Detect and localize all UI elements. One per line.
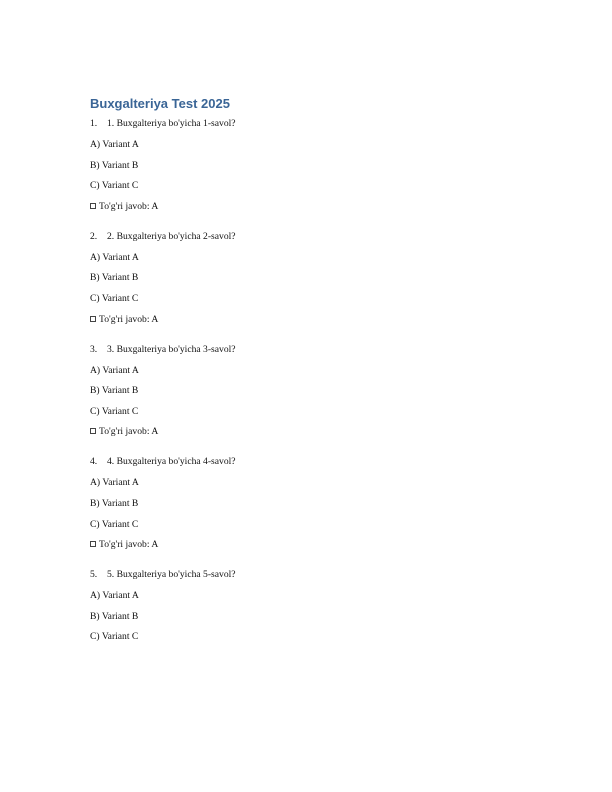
question-text: 2. Buxgalteriya bo'yicha 2-savol? <box>107 230 236 242</box>
question-block <box>90 231 530 326</box>
question-number: 2. <box>90 230 98 242</box>
answer-line <box>90 314 530 326</box>
question-number: 5. <box>90 569 98 581</box>
question-text: 1. Buxgalteriya bo'yicha 1-savol? <box>107 118 236 129</box>
question-block <box>90 118 530 213</box>
checkbox-icon <box>90 316 96 322</box>
option-c: C) Variant C <box>90 180 139 192</box>
option-c: C) Variant C <box>90 631 139 643</box>
option-b: B) Variant B <box>90 159 139 171</box>
question-line <box>90 118 530 130</box>
option-c: C) Variant C <box>90 292 139 304</box>
option-c: C) Variant C <box>90 518 139 530</box>
checkbox-icon <box>90 541 96 547</box>
checkbox-icon <box>90 203 96 209</box>
question-block <box>90 569 530 643</box>
question-text: 4. Buxgalteriya bo'yicha 4-savol? <box>107 456 236 468</box>
question-number: 4. <box>90 456 98 468</box>
answer-text: To'g'ri javob: A <box>99 539 159 551</box>
answer-line <box>90 201 530 213</box>
option-b: B) Variant B <box>90 385 139 397</box>
answer-line <box>90 539 530 551</box>
question-line <box>90 231 530 243</box>
question-line <box>90 344 530 356</box>
answer-text: To'g'ri javob: A <box>99 426 159 438</box>
document-title: Buxgalteriya Test 2025 <box>90 96 230 111</box>
question-line <box>90 569 530 581</box>
question-text: 3. Buxgalteriya bo'yicha 3-savol? <box>107 343 236 355</box>
answer-text: To'g'ri javob: A <box>99 313 159 325</box>
document-content <box>90 96 530 661</box>
option-c: C) Variant C <box>90 405 139 417</box>
option-a: A) Variant A <box>90 139 139 150</box>
option-b: B) Variant B <box>90 610 139 622</box>
question-number: 1. <box>90 118 98 129</box>
question-text: 5. Buxgalteriya bo'yicha 5-savol? <box>107 569 236 581</box>
option-a: A) Variant A <box>90 251 139 263</box>
option-b: B) Variant B <box>90 497 139 509</box>
answer-text: To'g'ri javob: A <box>99 200 159 212</box>
option-a: A) Variant A <box>90 590 139 602</box>
question-number: 3. <box>90 343 98 355</box>
question-block <box>90 456 530 551</box>
option-a: A) Variant A <box>90 364 139 376</box>
answer-line <box>90 426 530 438</box>
option-b: B) Variant B <box>90 272 139 284</box>
question-line <box>90 456 530 468</box>
option-a: A) Variant A <box>90 477 139 489</box>
question-block <box>90 344 530 439</box>
checkbox-icon <box>90 428 96 434</box>
